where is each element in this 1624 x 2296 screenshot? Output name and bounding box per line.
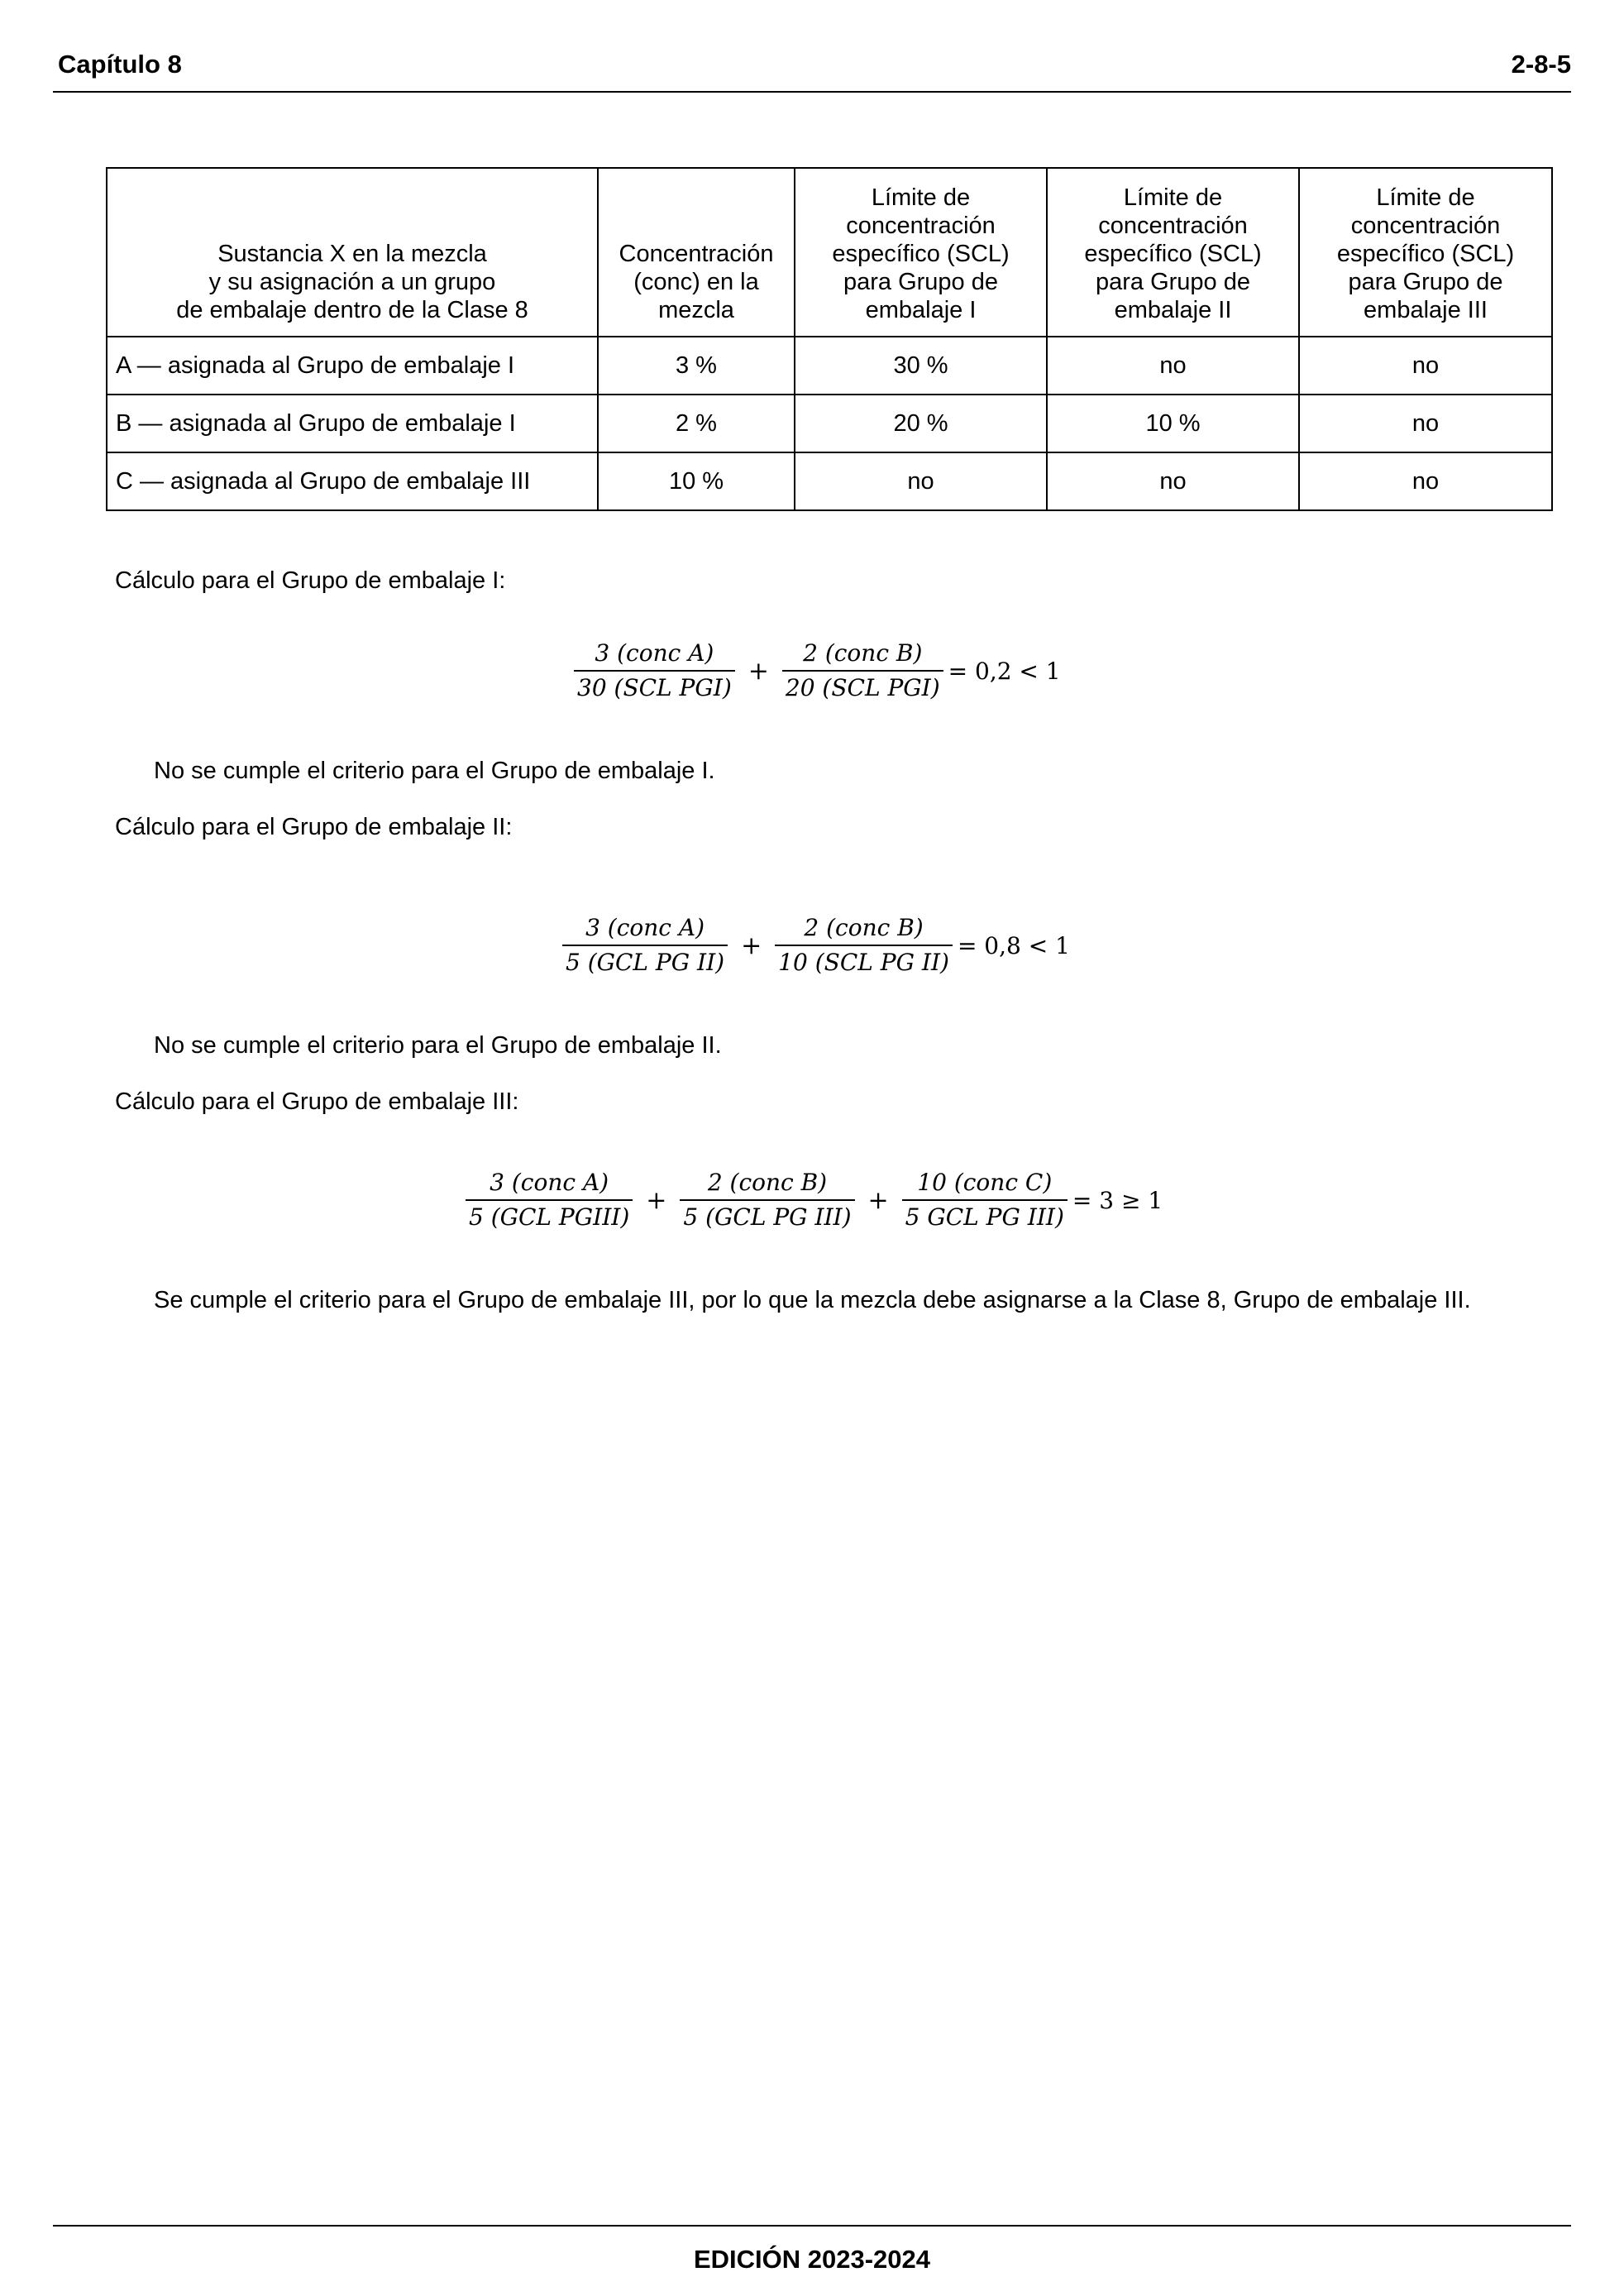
denominator: 5 (GCL PGIII) (469, 1203, 630, 1231)
header-scl-pg2: Límite de concentración específico (SCL) para Grupo de embalaje II (1047, 168, 1299, 337)
calc-pg2-conclusion: No se cumple el criterio para el Grupo de embalaje II. (154, 1032, 722, 1059)
header-substance: Sustancia X en la mezcla y su asignación a un grupo de embalaje dentro de la Clase 8 (107, 168, 598, 337)
cell-scl-pg1: no (795, 452, 1047, 510)
cell-scl-pg2: no (1047, 337, 1299, 395)
table-row (107, 395, 1552, 452)
numerator: 2 (conc B) (803, 639, 923, 667)
cell-scl-pg2: 10 % (1047, 395, 1299, 452)
cell-scl-pg3: no (1299, 337, 1552, 395)
fraction (902, 1166, 1068, 1234)
fraction (775, 911, 953, 979)
denominator: 5 GCL PG III) (905, 1203, 1064, 1231)
chapter-title: Capítulo 8 (58, 50, 182, 79)
plus-operator: + (741, 930, 762, 960)
equation-pg2 (562, 911, 1070, 979)
plus-operator: + (748, 656, 769, 686)
header-scl-pg1: Límite de concentración específico (SCL) para Grupo de embalaje I (795, 168, 1047, 337)
cell-conc: 3 % (598, 337, 795, 395)
concentration-limits-table (106, 167, 1553, 511)
cell-scl-pg3: no (1299, 395, 1552, 452)
numerator: 3 (conc A) (595, 639, 714, 667)
header-concentration: Concentración (conc) en la mezcla (598, 168, 795, 337)
cell-scl-pg2: no (1047, 452, 1299, 510)
edition-footer: EDICIÓN 2023-2024 (693, 2245, 931, 2274)
page-number: 2-8-5 (1511, 50, 1571, 79)
fraction (562, 911, 728, 979)
numerator: 2 (conc B) (707, 1169, 828, 1196)
cell-scl-pg1: 30 % (795, 337, 1047, 395)
cell-substance: A — asignada al Grupo de embalaje I (107, 337, 598, 395)
denominator: 20 (SCL PGI) (785, 674, 940, 701)
plus-operator: + (867, 1185, 889, 1215)
cell-scl-pg1: 20 % (795, 395, 1047, 452)
fraction (574, 637, 735, 705)
calc-pg3-conclusion: Se cumple el criterio para el Grupo de embalaje III, por lo que la mezcla debe asignarse a la Clase 8, Grupo de embalaje III. (154, 1287, 1471, 1313)
denominator: 30 (SCL PGI) (577, 674, 732, 701)
denominator: 5 (GCL PG II) (566, 949, 725, 976)
equation-result: = 0,2 < 1 (948, 657, 1061, 685)
equation-result: = 0,8 < 1 (957, 931, 1070, 959)
header-divider (53, 91, 1571, 93)
numerator: 2 (conc B) (804, 914, 924, 941)
table-row (107, 337, 1552, 395)
table-row (107, 452, 1552, 510)
cell-conc: 10 % (598, 452, 795, 510)
calc-pg2-heading: Cálculo para el Grupo de embalaje II: (115, 814, 513, 840)
denominator: 5 (GCL PG III) (683, 1203, 852, 1231)
equation-result: = 3 ≥ 1 (1072, 1186, 1163, 1214)
calc-pg3-heading: Cálculo para el Grupo de embalaje III: (115, 1088, 519, 1115)
fraction (466, 1166, 633, 1234)
plus-operator: + (646, 1185, 667, 1215)
cell-conc: 2 % (598, 395, 795, 452)
denominator: 10 (SCL PG II) (778, 949, 949, 976)
footer-divider (53, 2225, 1571, 2227)
cell-substance: B — asignada al Grupo de embalaje I (107, 395, 598, 452)
calc-pg1-conclusion: No se cumple el criterio para el Grupo de embalaje I. (154, 758, 715, 784)
equation-pg3 (466, 1166, 1163, 1234)
cell-substance: C — asignada al Grupo de embalaje III (107, 452, 598, 510)
calc-pg1-heading: Cálculo para el Grupo de embalaje I: (115, 567, 506, 594)
fraction (680, 1166, 854, 1234)
equation-pg1 (574, 637, 1061, 705)
header-scl-pg3: Límite de concentración específico (SCL) para Grupo de embalaje III (1299, 168, 1552, 337)
table-header-row (107, 168, 1552, 337)
cell-scl-pg3: no (1299, 452, 1552, 510)
numerator: 10 (conc C) (917, 1169, 1053, 1196)
numerator: 3 (conc A) (585, 914, 705, 941)
fraction (782, 637, 943, 705)
numerator: 3 (conc A) (490, 1169, 609, 1196)
